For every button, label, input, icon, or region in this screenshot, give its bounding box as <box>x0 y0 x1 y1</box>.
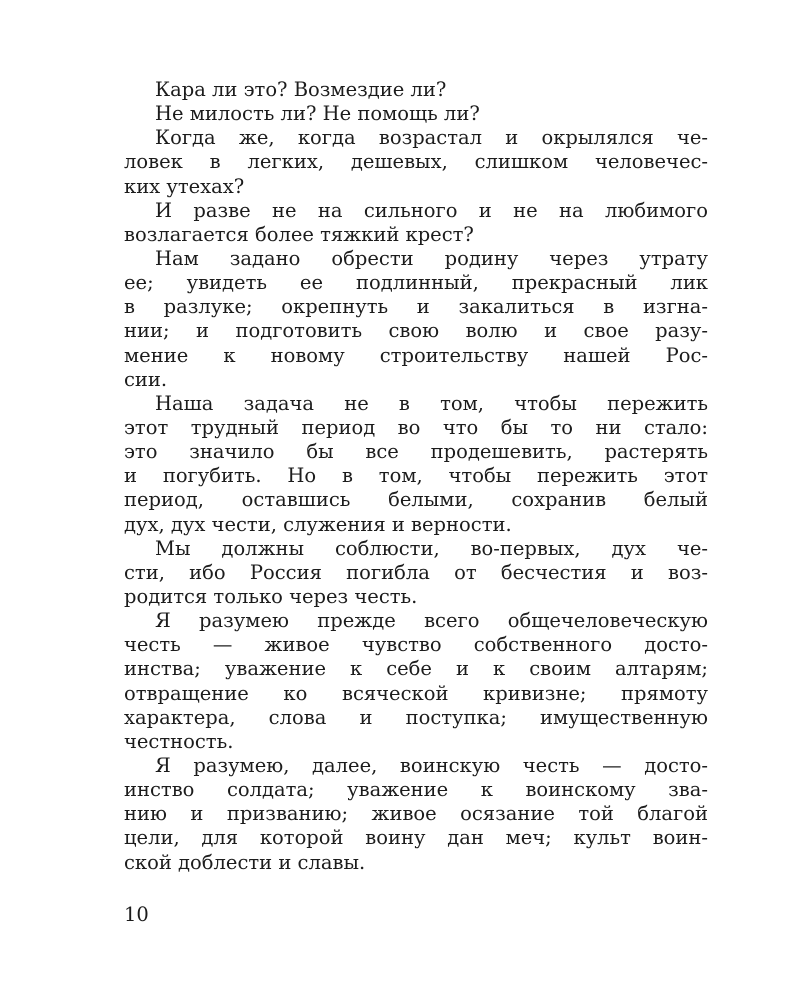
text-line: И разве не на сильного и не на любимого <box>155 198 708 222</box>
text-line: Я разумею прежде всего общечеловеческую <box>155 609 708 633</box>
text-line: честь — живое чувство собственного досто- <box>124 633 708 657</box>
page-text <box>124 78 708 875</box>
text-line: родится только через честь. <box>124 584 418 608</box>
text-line: Когда же, когда возрастал и окрылялся че- <box>155 126 708 150</box>
text-line: Я разумею, далее, воинскую честь — досто- <box>155 753 708 777</box>
text-line: и погубить. Но в том, чтобы пережить этот <box>124 464 708 488</box>
text-line: Не милость ли? Не помощь ли? <box>155 102 480 126</box>
text-line: мение к новому строительству нашей Рос- <box>124 343 708 367</box>
text-line: Мы должны соблюсти, во-первых, дух че- <box>155 536 708 560</box>
text-line: этот трудный период во что бы то ни стало: <box>124 415 708 439</box>
text-line: цели, для которой воину дан меч; культ воин- <box>124 826 708 850</box>
text-line: ких утехах? <box>124 174 245 198</box>
text-line: инства; уважение к себе и к своим алтарям; <box>124 657 708 681</box>
text-line: Нам задано обрести родину через утрату <box>155 246 708 270</box>
text-line: честность. <box>124 729 234 753</box>
text-line: сти, ибо Россия погибла от бесчестия и воз- <box>124 560 708 584</box>
text-line: сии. <box>124 367 168 391</box>
text-line: дух, дух чести, служения и верности. <box>124 512 512 536</box>
text-line: отвращение ко всяческой кривизне; прямоту <box>124 681 708 705</box>
text-line: возлагается более тяжкий крест? <box>124 222 474 246</box>
text-line: ской доблести и славы. <box>124 850 366 874</box>
page-number: 10 <box>124 903 149 926</box>
text-line: период, оставшись белыми, сохранив белый <box>124 488 708 512</box>
text-line: нию и призванию; живое осязание той благой <box>124 802 708 826</box>
text-line: ловек в легких, дешевых, слишком человечес- <box>124 150 708 174</box>
text-line: Кара ли это? Возмездие ли? <box>155 78 447 101</box>
text-line: нии; и подготовить свою волю и свое разу- <box>124 319 708 343</box>
text-line: это значило бы все продешевить, растерять <box>124 440 708 464</box>
text-line: в разлуке; окрепнуть и закалиться в изгна- <box>124 295 708 319</box>
text-line: Наша задача не в том, чтобы пережить <box>155 391 708 415</box>
text-line: ее; увидеть ее подлинный, прекрасный лик <box>124 271 708 295</box>
text-line: характера, слова и поступка; имущественную <box>124 705 708 729</box>
text-line: инство солдата; уважение к воинскому зва- <box>124 778 708 802</box>
